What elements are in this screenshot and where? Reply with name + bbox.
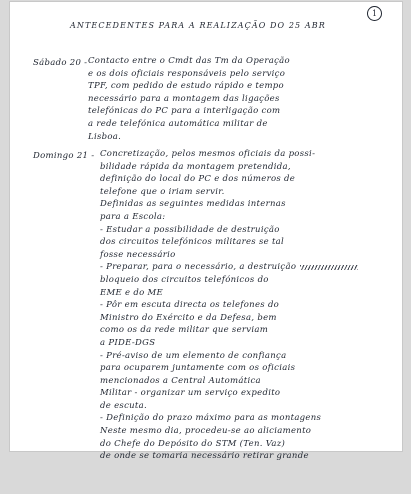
text-line: de escuta. — [100, 400, 147, 411]
text-line: definição do local do PC e dos números de — [100, 174, 296, 185]
text-line: a PIDE-DGS — [100, 337, 156, 348]
page-number: 1 — [367, 6, 382, 21]
text-line: Militar - organizar um serviço expedito — [100, 388, 281, 399]
text-line: TPF, com pedido de estudo rápido e tempo — [88, 81, 284, 92]
text-line: Neste mesmo dia, procedeu-se ao aliciamento — [100, 426, 312, 437]
strikethrough-mark — [300, 265, 358, 270]
page-title: ANTECEDENTES PARA A REALIZAÇÃO DO 25 ABR — [70, 21, 326, 30]
text-line: Contacto entre o Cmdt das Tm da Operação — [88, 56, 290, 66]
document-page — [10, 2, 402, 462]
text-line: Lisboa. — [88, 131, 122, 142]
text-line: EME e do ME — [100, 287, 164, 298]
text-line: a rede telefónica automática militar de — [88, 118, 268, 129]
text-line: e os dois oficiais responsáveis pelo serviço — [88, 68, 286, 79]
text-line: para ocuparem juntamente com os oficiais — [100, 363, 296, 374]
text-line: de onde se tomaria necessário retirar grande — [100, 451, 309, 462]
bullet-line: - Definição do prazo máximo para as montagens — [100, 413, 322, 424]
text-line: fosse necessário — [100, 249, 176, 260]
entry-date: Sábado 20 - — [33, 58, 88, 68]
bullet-line: - Pôr em escuta directa os telefones do — [100, 300, 280, 311]
text-line: do Chefe do Depósito do STM (Ten. Vaz) — [100, 438, 286, 449]
text-line: como os da rede militar que serviam — [100, 325, 269, 336]
text-line: Definidas as seguintes medidas internas — [100, 199, 286, 210]
text-line: telefone que o iriam servir. — [100, 186, 225, 197]
text-line: Concretização, pelos mesmos oficiais da possi- — [100, 149, 316, 159]
bullet-line: - Pré-aviso de um elemento de confiança — [100, 350, 287, 361]
bullet-line: - Preparar, para o necessário, a destruição — [100, 262, 297, 273]
text-line: mencionados a Central Automática — [100, 375, 261, 386]
text-line: telefónicas do PC para a interligação com — [88, 106, 281, 117]
text-line: necessário para a montagem das ligações — [88, 93, 280, 104]
text-line: dos circuitos telefónicos militares se tal — [100, 237, 285, 248]
entry-body — [100, 148, 321, 463]
text-line: bilidade rápida da montagem pretendida, — [100, 161, 291, 172]
text-line: bloqueio dos circuitos telefónicos do — [100, 274, 269, 285]
entry-date: Domingo 21 - — [33, 151, 95, 161]
text-line: Ministro do Exército e da Defesa, bem — [100, 312, 277, 323]
entry-body — [88, 55, 290, 143]
bullet-line: - Estudar a possibilidade de destruição — [100, 224, 280, 235]
text-line: para a Escola: — [100, 211, 166, 222]
